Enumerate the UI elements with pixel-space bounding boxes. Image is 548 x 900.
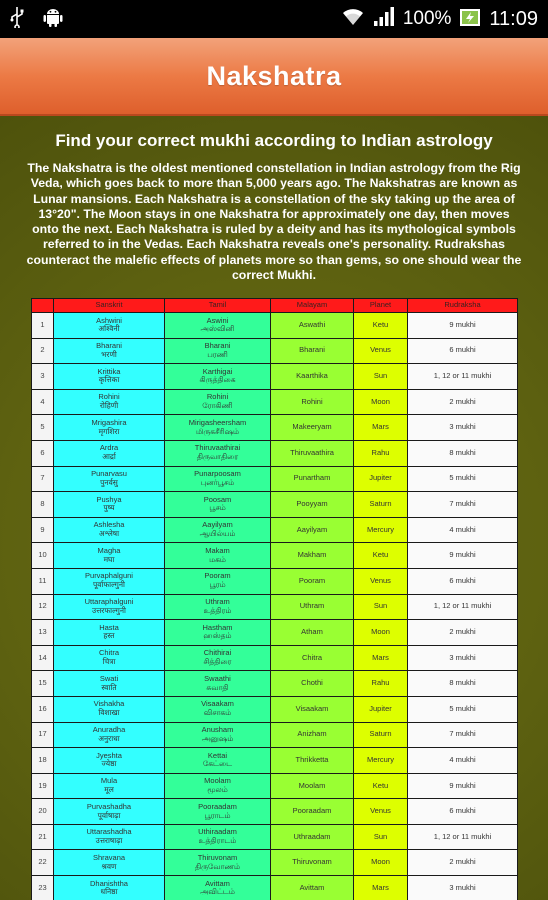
nakshatra-table-container: [31, 298, 517, 900]
malayam-cell: Aswathi: [271, 313, 354, 339]
row-number: 4: [32, 389, 54, 415]
rudraksha-cell: 5 mukhi: [408, 466, 518, 492]
header-number: [32, 299, 54, 313]
planet-cell: Moon: [354, 850, 408, 876]
planet-cell: Sun: [354, 364, 408, 390]
sanskrit-cell: Krittika कृत्तिका: [54, 364, 165, 390]
planet-cell: Saturn: [354, 492, 408, 518]
rudraksha-cell: 5 mukhi: [408, 696, 518, 722]
rudraksha-cell: 7 mukhi: [408, 492, 518, 518]
rudraksha-cell: 3 mukhi: [408, 415, 518, 441]
header-planet: Planet: [354, 299, 408, 313]
planet-cell: Rahu: [354, 440, 408, 466]
main-content[interactable]: [0, 116, 548, 900]
sanskrit-cell: Pushya पुष्य: [54, 492, 165, 518]
row-number: 12: [32, 594, 54, 620]
rudraksha-cell: 2 mukhi: [408, 389, 518, 415]
tamil-cell: Pooraadam பூராடம்: [165, 799, 271, 825]
header-sanskrit: Sanskrit: [54, 299, 165, 313]
malayam-cell: Pooyyam: [271, 492, 354, 518]
planet-cell: Venus: [354, 338, 408, 364]
sanskrit-cell: Mula मूल: [54, 773, 165, 799]
row-number: 13: [32, 620, 54, 646]
sanskrit-cell: Ashlesha अश्लेषा: [54, 517, 165, 543]
rudraksha-cell: 8 mukhi: [408, 671, 518, 697]
planet-cell: Ketu: [354, 313, 408, 339]
tamil-cell: Aayilyam ஆயில்யம்: [165, 517, 271, 543]
table-row: [32, 568, 518, 594]
table-row: [32, 543, 518, 569]
planet-cell: Jupiter: [354, 466, 408, 492]
malayam-cell: Kaarthika: [271, 364, 354, 390]
table-row: [32, 594, 518, 620]
table-row: [32, 364, 518, 390]
rudraksha-cell: 2 mukhi: [408, 620, 518, 646]
sanskrit-cell: Anuradha अनुराधा: [54, 722, 165, 748]
malayam-cell: Bharani: [271, 338, 354, 364]
tamil-cell: Avittam அவிட்டம்: [165, 876, 271, 900]
planet-cell: Mars: [354, 415, 408, 441]
rudraksha-cell: 7 mukhi: [408, 722, 518, 748]
malayam-cell: Aayilyam: [271, 517, 354, 543]
signal-icon: [373, 7, 395, 32]
table-row: [32, 671, 518, 697]
tamil-cell: Thiruvaathirai திருவாதிரை: [165, 440, 271, 466]
planet-cell: Mercury: [354, 517, 408, 543]
malayam-cell: Pooram: [271, 568, 354, 594]
tamil-cell: Aswini அஸ்வினி: [165, 313, 271, 339]
tamil-cell: Moolam மூலம்: [165, 773, 271, 799]
planet-cell: Sun: [354, 594, 408, 620]
rudraksha-cell: 1, 12 or 11 mukhi: [408, 824, 518, 850]
table-row: [32, 415, 518, 441]
sanskrit-cell: Swati स्वाति: [54, 671, 165, 697]
malayam-cell: Punartham: [271, 466, 354, 492]
tamil-cell: Makam மகம்: [165, 543, 271, 569]
tamil-cell: Bharani பரணி: [165, 338, 271, 364]
malayam-cell: Pooraadam: [271, 799, 354, 825]
tamil-cell: Thiruvonam திருவோணம்: [165, 850, 271, 876]
tamil-cell: Uthiraadam உத்திராடம்: [165, 824, 271, 850]
wifi-icon: [341, 7, 365, 32]
sanskrit-cell: Ardra आर्द्रा: [54, 440, 165, 466]
table-header-row: [32, 299, 518, 313]
sanskrit-cell: Mrigashira मृगशिरा: [54, 415, 165, 441]
tamil-cell: Chithirai சித்திரை: [165, 645, 271, 671]
row-number: 22: [32, 850, 54, 876]
malayam-cell: Moolam: [271, 773, 354, 799]
tamil-cell: Pooram பூரம்: [165, 568, 271, 594]
malayam-cell: Anizham: [271, 722, 354, 748]
row-number: 5: [32, 415, 54, 441]
malayam-cell: Visaakam: [271, 696, 354, 722]
row-number: 19: [32, 773, 54, 799]
intro-paragraph: The Nakshatra is the oldest mentioned constellation in Indian astrology from the Rig Veda, which goes back to more than 5,000 years ago. The Nakshatras are known as Lunar mansions. Each Nakshatra is a constellation of the sky taking up the area of 13°20". The Moon stays in one Nakshatra for approximately one day, then moves onto the next. Each Nakshatra is ruled by a deity and has its mythological symbols referred to in the Vedas. Each Nakshatra reveals one's personality. Rudrakshas counteract the malefic effects of planets more so than gems, so one should wear the correct Mukhi.: [26, 161, 522, 283]
row-number: 17: [32, 722, 54, 748]
row-number: 7: [32, 466, 54, 492]
table-row: [32, 824, 518, 850]
tamil-cell: Karthigai கிருத்திகை: [165, 364, 271, 390]
row-number: 21: [32, 824, 54, 850]
table-row: [32, 466, 518, 492]
tamil-cell: Anusham அனுஷம்: [165, 722, 271, 748]
table-row: [32, 748, 518, 774]
row-number: 18: [32, 748, 54, 774]
planet-cell: Mercury: [354, 748, 408, 774]
row-number: 23: [32, 876, 54, 900]
planet-cell: Saturn: [354, 722, 408, 748]
row-number: 1: [32, 313, 54, 339]
planet-cell: Venus: [354, 568, 408, 594]
table-body: [32, 313, 518, 900]
table-row: [32, 773, 518, 799]
row-number: 8: [32, 492, 54, 518]
row-number: 3: [32, 364, 54, 390]
row-number: 14: [32, 645, 54, 671]
malayam-cell: Atham: [271, 620, 354, 646]
nakshatra-table: [31, 298, 518, 900]
malayam-cell: Uthraadam: [271, 824, 354, 850]
sanskrit-cell: Punarvasu पुनर्वसु: [54, 466, 165, 492]
malayam-cell: Rohini: [271, 389, 354, 415]
planet-cell: Moon: [354, 389, 408, 415]
tamil-cell: Uthram உத்திரம்: [165, 594, 271, 620]
tamil-cell: Kettai கேட்டை: [165, 748, 271, 774]
sanskrit-cell: Bharani भरणी: [54, 338, 165, 364]
header-tamil: Tamil: [165, 299, 271, 313]
app-title: Nakshatra: [206, 60, 342, 91]
row-number: 9: [32, 517, 54, 543]
table-row: [32, 850, 518, 876]
sanskrit-cell: Dhanishtha धनिष्ठा: [54, 876, 165, 900]
planet-cell: Rahu: [354, 671, 408, 697]
page-heading: Find your correct mukhi according to Indian astrology: [55, 131, 493, 150]
planet-cell: Moon: [354, 620, 408, 646]
row-number: 6: [32, 440, 54, 466]
table-row: [32, 722, 518, 748]
clock: 11:09: [489, 7, 538, 30]
rudraksha-cell: 4 mukhi: [408, 748, 518, 774]
tamil-cell: Mirigasheersham மிருகசீரிஷம்: [165, 415, 271, 441]
tamil-cell: Poosam பூசம்: [165, 492, 271, 518]
rudraksha-cell: 4 mukhi: [408, 517, 518, 543]
rudraksha-cell: 3 mukhi: [408, 645, 518, 671]
sanskrit-cell: Jyeshta ज्येष्ठा: [54, 748, 165, 774]
sanskrit-cell: Uttarashadha उत्तराषाढ़ा: [54, 824, 165, 850]
row-number: 11: [32, 568, 54, 594]
planet-cell: Mars: [354, 645, 408, 671]
status-bar: [0, 0, 548, 38]
table-row: [32, 645, 518, 671]
sanskrit-cell: Magha मघा: [54, 543, 165, 569]
rudraksha-cell: 9 mukhi: [408, 543, 518, 569]
row-number: 16: [32, 696, 54, 722]
row-number: 2: [32, 338, 54, 364]
battery-percent: 100%: [402, 8, 452, 29]
rudraksha-cell: 8 mukhi: [408, 440, 518, 466]
rudraksha-cell: 3 mukhi: [408, 876, 518, 900]
sanskrit-cell: Rohini रोहिणी: [54, 389, 165, 415]
header-rudraksha: Rudraksha: [408, 299, 518, 313]
row-number: 15: [32, 671, 54, 697]
malayam-cell: Thiruvaathira: [271, 440, 354, 466]
sanskrit-cell: Uttaraphalguni उत्तरफाल्गुनी: [54, 594, 165, 620]
planet-cell: Jupiter: [354, 696, 408, 722]
malayam-cell: Thiruvonam: [271, 850, 354, 876]
malayam-cell: Thrikketta: [271, 748, 354, 774]
sanskrit-cell: Shravana श्रवण: [54, 850, 165, 876]
table-row: [32, 799, 518, 825]
rudraksha-cell: 6 mukhi: [408, 568, 518, 594]
malayam-cell: Makeeryam: [271, 415, 354, 441]
tamil-cell: Punarpoosam புனர்பூசம்: [165, 466, 271, 492]
malayam-cell: Chitra: [271, 645, 354, 671]
rudraksha-cell: 6 mukhi: [408, 338, 518, 364]
tamil-cell: Rohini ரோகிணி: [165, 389, 271, 415]
battery-icon: [459, 6, 481, 33]
row-number: 20: [32, 799, 54, 825]
sanskrit-cell: Purvaphalguni पूर्वाफाल्गुनी: [54, 568, 165, 594]
malayam-cell: Avittam: [271, 876, 354, 900]
planet-cell: Sun: [354, 824, 408, 850]
table-row: [32, 620, 518, 646]
rudraksha-cell: 9 mukhi: [408, 313, 518, 339]
rudraksha-cell: 1, 12 or 11 mukhi: [408, 364, 518, 390]
table-row: [32, 389, 518, 415]
usb-icon: [10, 6, 24, 33]
tamil-cell: Hastham ஹஸ்தம்: [165, 620, 271, 646]
rudraksha-cell: 1, 12 or 11 mukhi: [408, 594, 518, 620]
malayam-cell: Makham: [271, 543, 354, 569]
table-row: [32, 338, 518, 364]
app-title-bar: [0, 38, 548, 116]
rudraksha-cell: 9 mukhi: [408, 773, 518, 799]
table-row: [32, 696, 518, 722]
header-malayam: Malayam: [271, 299, 354, 313]
tamil-cell: Swaathi சுவாதி: [165, 671, 271, 697]
sanskrit-cell: Ashwini अश्विनी: [54, 313, 165, 339]
table-row: [32, 440, 518, 466]
sanskrit-cell: Chitra चित्रा: [54, 645, 165, 671]
row-number: 10: [32, 543, 54, 569]
sanskrit-cell: Purvashadha पूर्वाषाढ़ा: [54, 799, 165, 825]
table-row: [32, 492, 518, 518]
android-icon: [42, 6, 64, 33]
rudraksha-cell: 2 mukhi: [408, 850, 518, 876]
malayam-cell: Uthram: [271, 594, 354, 620]
planet-cell: Mars: [354, 876, 408, 900]
tamil-cell: Visaakam விசாகம்: [165, 696, 271, 722]
planet-cell: Ketu: [354, 543, 408, 569]
table-row: [32, 517, 518, 543]
rudraksha-cell: 6 mukhi: [408, 799, 518, 825]
sanskrit-cell: Hasta हस्त: [54, 620, 165, 646]
table-row: [32, 876, 518, 900]
planet-cell: Venus: [354, 799, 408, 825]
malayam-cell: Chothi: [271, 671, 354, 697]
sanskrit-cell: Vishakha विशाखा: [54, 696, 165, 722]
table-row: [32, 313, 518, 339]
planet-cell: Ketu: [354, 773, 408, 799]
